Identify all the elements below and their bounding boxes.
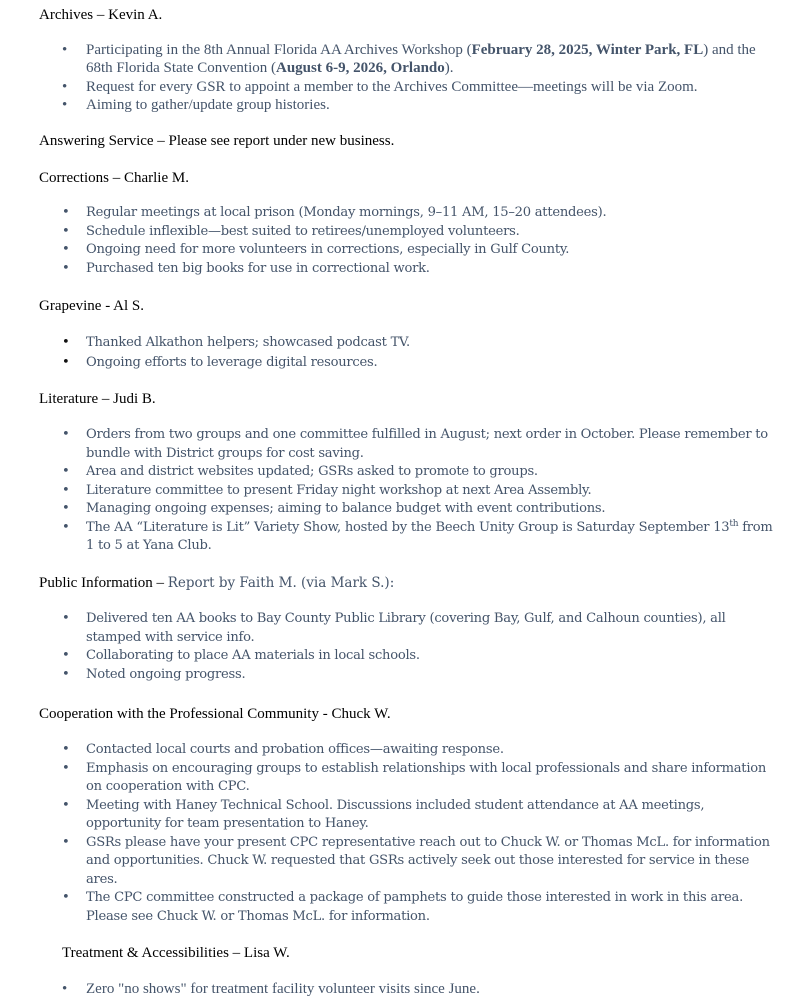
- bullet-icon: •: [62, 890, 70, 905]
- list-item: • Contacted local courts and probation offices—awaiting response.: [0, 741, 800, 760]
- section-heading-corrections: Corrections – Charlie M.: [39, 170, 189, 186]
- bullet-icon: •: [62, 42, 68, 58]
- list-item: • Meeting with Haney Technical School. Discussions included student attendance at AA meetings, opportunity for team presentation to Haney.: [62, 797, 705, 831]
- bullet-icon: •: [62, 797, 70, 813]
- bullet-icon: •: [62, 464, 70, 479]
- bullet-icon: •: [62, 834, 70, 850]
- bullet-icon: •: [62, 519, 70, 535]
- grapevine-list: [0, 333, 800, 373]
- cpc-list: [0, 741, 800, 926]
- bullet-icon: •: [62, 96, 68, 113]
- list-item: • Aiming to gather/update group histories.: [62, 96, 330, 113]
- bullet-icon: •: [62, 260, 70, 276]
- bullet-icon: •: [62, 355, 70, 370]
- bullet-icon: •: [62, 78, 68, 95]
- bullet-icon: •: [62, 666, 70, 682]
- list-item: • Ongoing efforts to leverage digital resources.: [0, 353, 800, 373]
- list-item: • Schedule inflexible—best suited to retirees/unemployed volunteers.: [0, 223, 800, 242]
- bullet-icon: •: [62, 242, 70, 257]
- convention-date: August 6-9, 2026, Orlando: [275, 60, 445, 77]
- treatment-list: [0, 980, 800, 998]
- bullet-icon: •: [62, 335, 70, 350]
- corrections-list: [0, 204, 800, 278]
- workshop-date: February 28, 2025, Winter Park, FL: [471, 42, 704, 58]
- report-attribution: Report by Faith M. (via Mark S.):: [167, 575, 395, 591]
- bullet-icon: •: [62, 501, 70, 516]
- bullet-icon: •: [62, 981, 68, 997]
- bullet-icon: •: [62, 760, 70, 776]
- bullet-icon: •: [62, 205, 70, 220]
- section-heading-archives: Archives – Kevin A.: [39, 7, 163, 23]
- bullet-icon: •: [62, 223, 70, 239]
- list-item: • Managing ongoing expenses; aiming to balance budget with event contributions.: [0, 500, 800, 519]
- public-information-list: [0, 610, 800, 684]
- list-item: • The AA “Literature is Lit” Variety Show, hosted by the Beech Unity Group is Saturday September 13th from 1 to 5 at Yana Club.: [62, 518, 773, 553]
- list-item: • Request for every GSR to appoint a member to the Archives Committee—meetings will be via Zoom.: [62, 78, 698, 95]
- bullet-icon: •: [62, 648, 70, 663]
- archives-list: [0, 41, 800, 114]
- section-heading-cpc: Cooperation with the Professional Community - Chuck W.: [39, 706, 391, 722]
- list-item: • Area and district websites updated; GSRs asked to promote to groups.: [0, 463, 800, 482]
- section-heading-public-information: Public Information – Report by Faith M. (via Mark S.):: [39, 575, 395, 591]
- list-item: • Participating in the 8th Annual Florida AA Archives Workshop (February 28, 2025, Winter Park, FL) and the 68th Florida State Convention (August 6-9, 2026, Orlando).: [62, 42, 756, 77]
- bullet-icon: •: [62, 742, 70, 757]
- list-item: • Thanked Alkathon helpers; showcased podcast TV.: [0, 333, 800, 353]
- list-item: • Purchased ten big books for use in correctional work.: [0, 260, 800, 279]
- list-item: • Delivered ten AA books to Bay County Public Library (covering Bay, Gulf, and Calhoun counties), all stamped with service info.: [62, 611, 726, 645]
- list-item: • GSRs please have your present CPC representative reach out to Chuck W. or Thomas McL. for information and opportunities. Chuck W. requested that GSRs actively seek out those interested for service in these ares.: [62, 834, 770, 887]
- list-item: • Ongoing need for more volunteers in corrections, especially in Gulf County.: [0, 241, 800, 260]
- list-item: • Regular meetings at local prison (Monday mornings, 9–11 AM, 15–20 attendees).: [0, 204, 800, 223]
- section-heading-grapevine: Grapevine - Al S.: [39, 298, 144, 314]
- list-item: • Emphasis on encouraging groups to establish relationships with local professionals and share information on cooperation with CPC.: [62, 760, 767, 794]
- bullet-icon: •: [62, 482, 70, 498]
- literature-list: [0, 426, 800, 556]
- list-item: • Noted ongoing progress.: [0, 666, 800, 685]
- list-item: • Literature committee to present Friday night workshop at next Area Assembly.: [0, 482, 800, 501]
- list-item: • The CPC committee constructed a package of pamphets to guide those interested in work in this area. Please see Chuck W. or Thomas McL. for information.: [62, 890, 743, 924]
- list-item: • Collaborating to place AA materials in local schools.: [0, 647, 800, 666]
- bullet-icon: •: [62, 427, 70, 442]
- section-heading-answering-service: Answering Service – Please see report under new business.: [39, 133, 395, 149]
- list-item: • Orders from two groups and one committee fulfilled in August; next order in October. Please remember to bundle with District groups for cost saving.: [62, 427, 768, 461]
- bullet-icon: •: [62, 611, 70, 626]
- list-item: • Zero "no shows" for treatment facility volunteer visits since June.: [62, 981, 480, 997]
- section-heading-literature: Literature – Judi B.: [39, 391, 156, 407]
- section-heading-treatment: Treatment & Accessibilities – Lisa W.: [62, 945, 290, 961]
